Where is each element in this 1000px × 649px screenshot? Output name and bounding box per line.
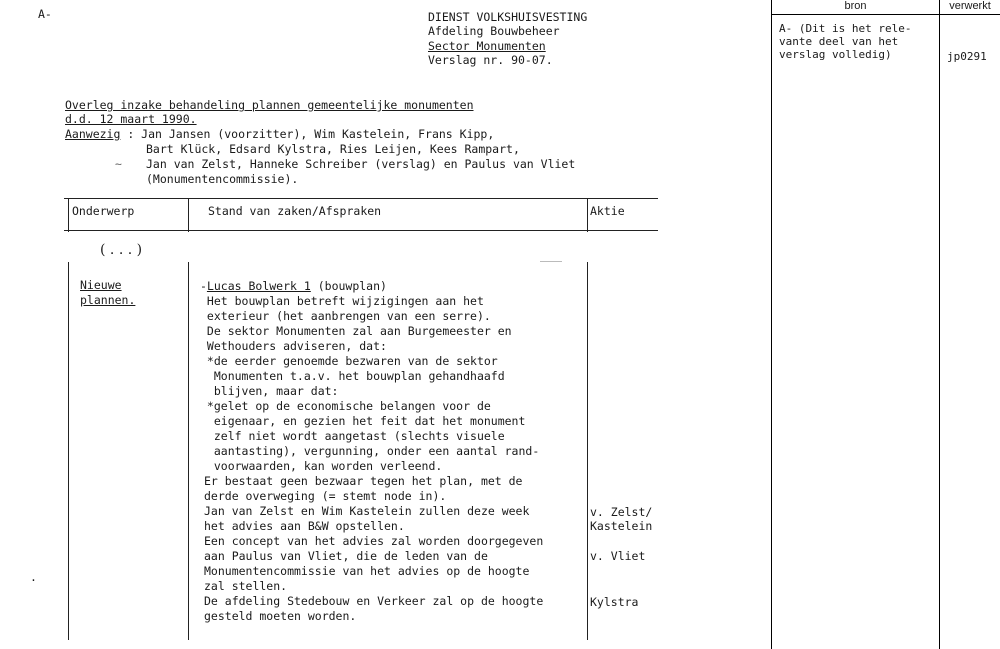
corner-mark: A- <box>38 7 52 21</box>
table-col-rule-1-lower <box>188 262 189 640</box>
item-prefix: - <box>200 279 207 293</box>
body-line: Jan van Zelst en Wim Kastelein zullen deze week <box>204 504 530 518</box>
action-zelst-kastelein-1: v. Zelst/ <box>590 505 653 519</box>
item-suffix: (bouwplan) <box>310 279 387 293</box>
body-line: *de eerder genoemde bezwaren van de sektor <box>200 354 498 368</box>
meeting-title: Overleg inzake behandeling plannen gemeentelijke monumenten <box>65 98 474 112</box>
letterhead-report-number: Verslag nr. 90-07. <box>428 53 553 67</box>
dash-mark: ~ <box>115 157 122 171</box>
body-line: exterieur (het aanbrengen van een serre). <box>200 309 491 323</box>
margin-dot: · <box>30 573 37 587</box>
scan-smudge <box>540 261 562 262</box>
body-line: Wethouders adviseren, dat: <box>200 339 387 353</box>
letterhead-sector: Sector Monumenten <box>428 39 546 53</box>
source-note-line: vante deel van het <box>779 35 899 48</box>
processed-value: jp0291 <box>947 50 987 63</box>
body-line: Er bestaat geen bezwaar tegen het plan, met de <box>204 474 523 488</box>
present-line-2: Bart Klück, Edsard Kylstra, Ries Leijen, Kees Rampart, <box>146 142 520 156</box>
letterhead-department: DIENST VOLKSHUISVESTING <box>428 10 588 24</box>
table-top-rule <box>64 198 658 199</box>
meeting-date: d.d. 12 maart 1990. <box>65 112 197 126</box>
body-line: zal stellen. <box>204 579 288 593</box>
action-zelst-kastelein-2: Kastelein <box>590 519 653 533</box>
letterhead-division: Afdeling Bouwbeheer <box>428 24 560 38</box>
body-line: aan Paulus van Vliet, die de leden van de <box>204 549 488 563</box>
omitted-content-mark: ( . . . ) <box>100 242 143 258</box>
col-header-action: Aktie <box>590 204 625 218</box>
panel-divider <box>939 0 940 649</box>
body-line: De afdeling Stedebouw en Verkeer zal op de hoogte <box>204 594 544 608</box>
present-label: Aanwezig <box>65 127 121 141</box>
body-line: gesteld moeten worden. <box>204 609 357 623</box>
col-header-subject: Onderwerp <box>72 204 135 218</box>
subject-line-1: Nieuwe <box>80 278 122 292</box>
body-line: Monumenten t.a.v. het bouwplan gehandhaafd <box>200 369 505 383</box>
body-line: het advies aan B&W opstellen. <box>204 519 405 533</box>
table-left-rule-lower <box>68 262 69 640</box>
source-note-line: verslag volledig) <box>779 48 892 61</box>
panel-header-rule <box>771 14 1000 15</box>
body-line: blijven, maar dat: <box>200 384 339 398</box>
body-line: Een concept van het advies zal worden doorgegeven <box>204 534 544 548</box>
panel-header-processed: verwerkt <box>949 0 991 12</box>
action-kylstra: Kylstra <box>590 595 639 609</box>
present-row <box>65 128 494 141</box>
present-line-4: (Monumentencommissie). <box>146 172 299 186</box>
body-line: Het bouwplan betreft wijzigingen aan het <box>200 294 484 308</box>
present-line-1: : Jan Jansen (voorzitter), Wim Kastelein, Frans Kipp, <box>120 127 495 141</box>
subject-line-2: plannen. <box>80 293 136 307</box>
table-header-rule <box>64 230 658 231</box>
panel-left-border <box>771 0 772 649</box>
table-col-rule-2 <box>587 198 588 232</box>
action-vliet: v. Vliet <box>590 549 646 563</box>
body-line: Monumentencommissie van het advies op de hoogte <box>204 564 530 578</box>
table-col-rule-1 <box>188 198 189 232</box>
item-heading <box>200 280 387 293</box>
body-line: *gelet op de economische belangen voor de <box>200 399 491 413</box>
body-line: eigenaar, en gezien het feit dat het monument <box>200 414 526 428</box>
body-line: voorwaarden, kan worden verleend. <box>200 459 443 473</box>
panel-header-source: bron <box>844 0 867 12</box>
body-line: zelf niet wordt aangetast (slechts visuele <box>200 429 505 443</box>
present-line-3: Jan van Zelst, Hanneke Schreiber (verslag) en Paulus van Vliet <box>146 157 576 171</box>
item-title: Lucas Bolwerk 1 <box>206 279 311 293</box>
body-line: derde overweging (= stemt node in). <box>204 489 447 503</box>
source-note-line: A- (Dit is het rele- <box>779 22 912 35</box>
col-header-status: Stand van zaken/Afspraken <box>208 204 382 218</box>
body-line: aantasting), vergunning, onder een aantal rand- <box>200 444 540 458</box>
table-left-rule <box>68 198 69 232</box>
table-col-rule-2-lower <box>587 262 588 640</box>
body-line: De sektor Monumenten zal aan Burgemeester en <box>200 324 512 338</box>
